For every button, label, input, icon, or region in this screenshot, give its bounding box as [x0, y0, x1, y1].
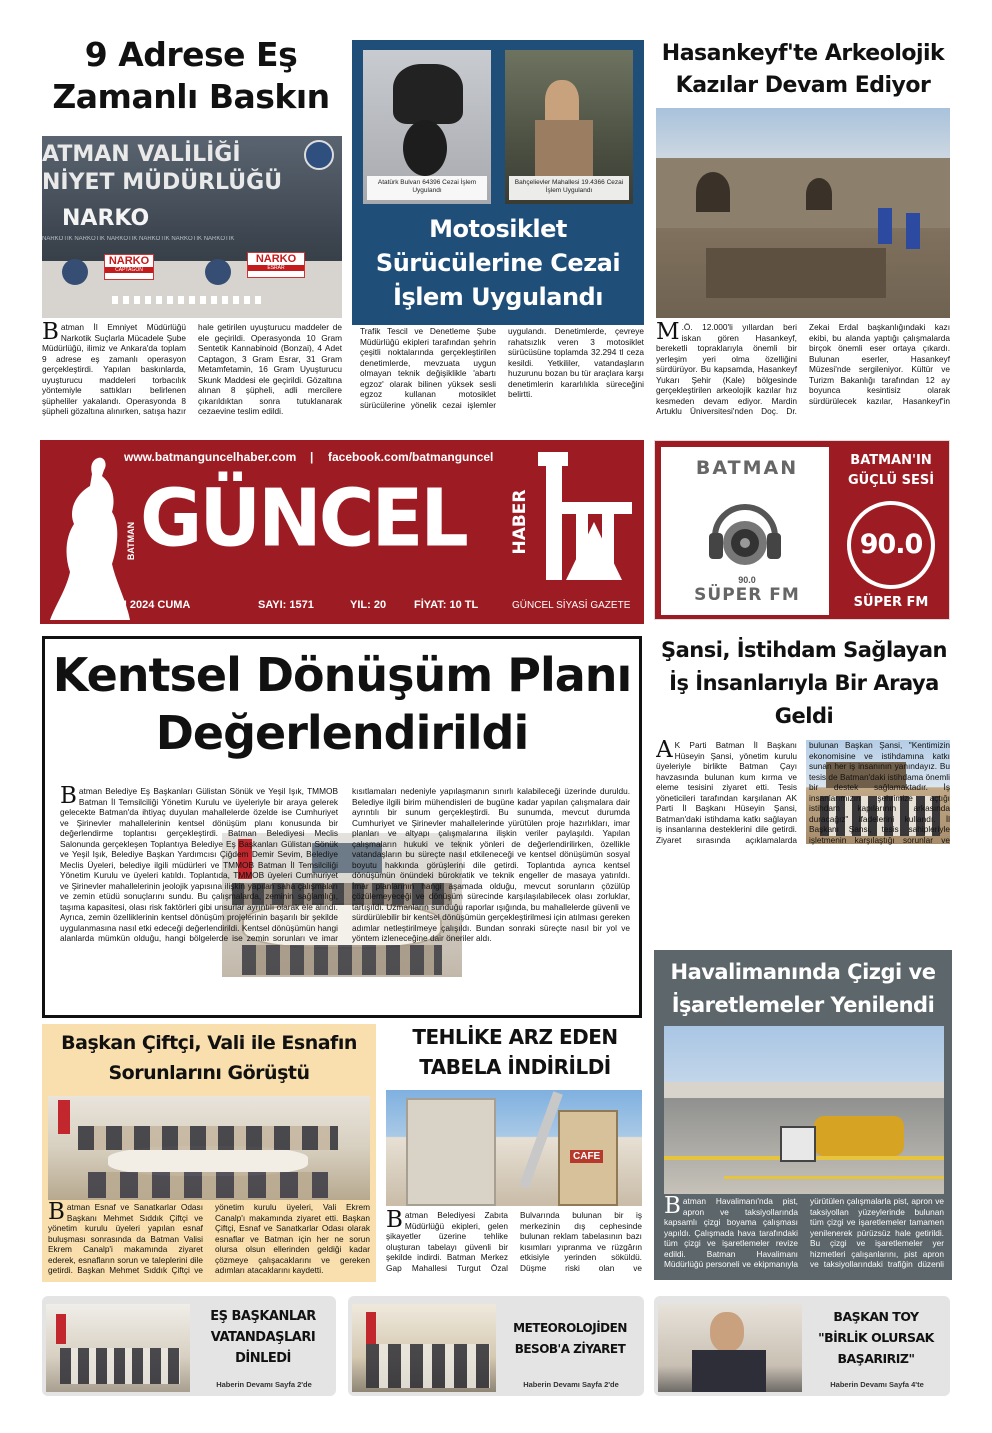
story5-headline: Şansi, İstihdam Sağlayan İş İnsanlarıyla Bir Araya Geldi	[661, 638, 947, 728]
story2-photo-right	[505, 50, 633, 204]
masthead-price: FİYAT: 10 TL	[414, 599, 479, 611]
story2-photo-left	[363, 50, 491, 204]
photo-strip: NARKOTİK NARKOTİK NARKOTİK NARKOTİK NARKOTİK NARKOTİK	[42, 236, 235, 242]
teaser-box-3[interactable]	[654, 1296, 950, 1396]
teaser-more-1[interactable]: Haberin Devamı Sayfa 2'de	[216, 1380, 312, 1389]
person-shape	[535, 120, 593, 176]
story8-body: atman Belediyesi Zabıta Müdürlüğü ekipleri, gelen şikayetler üzerine tehlike oluşturan tabelayı güvenli bir şekilde indirdi. Batman Merkez Gap Mahallesi Turgut Özal Bulvarında bulunan bir iş merkezinin dış cephesinde bulunan reklam tabelasının bazı kısımları yıpranma ve rüzgârın etkisiyle yerinden söküldü. Düşme riski olan ve	[386, 1210, 642, 1273]
statue-icon	[46, 454, 132, 622]
teaser-photo	[352, 1304, 496, 1392]
story1-body: atman İl Emniyet Müdürlüğü Narkotik Suçlarla Mücadele Şube Müdürlüğü, ilimiz ve Ankara'da toplam 9 adrese eş zamanlı operasyon gerçekleştirdi. Yapılan baskınlarda, uyuşturucu maddeleri torbacılık yöntemiyle sattıkları belirlenen şüpheliler yakalandı. Operasyonda 8 şüpheli gözaltına alınırken, satışa hazır hale getirilen uyuşturucu maddeler de ele geçirildi. Operasyonda 10 Gram Sentetik Kannabinoid (Bonzai), 4 Adet Captagon, 3 Gram Esrar, 31 Gram Metamfetamin, 16 Gram Uyuşturucu Skunk Maddesi ele geçirildi. Gözaltına alınan 8 şüpheli, adli mercilere çıkarıldıktan sonra tutuklanarak cezaevine teslim edildi.	[42, 322, 342, 416]
emblem-icon	[205, 259, 231, 285]
story2-headline: Motosiklet Sürücülerine Cezai İşlem Uygulandı	[375, 215, 621, 311]
radio-arc-bottom: SÜPER FM	[694, 585, 800, 605]
drop-cap: A	[656, 740, 673, 763]
story3-body: .Ö. 12.000'li yıllardan beri iskan gören Hasankeyf, bereketli topraklarıyla önemli bir yerleşim yeri olma özelliğini sürdürüyor. Bu kapsamda, Hasankeyf Yukarı Şehir (Kale) bölgesinde gerçekleştirilen arkeolojik kazılar hız kesmeden devam ediyor. Mardin Artuklu Üniversitesi'nden Doç. Dr. Zekai Erdal başkanlığındaki kazı ekibi, bu alanda yaptığı çalışmalarda birçok önemli eser ortaya çıkardı. Bulunan eserler, Hasankeyf Müzesi'nde sergileniyor. Kültür ve Turizm Bakanlığı tarafından 12 ay boyunca kesintisiz olarak sürdürülecek kazılar, Hasankeyf'in	[656, 322, 950, 416]
masthead-small-name: BATMAN	[126, 521, 136, 561]
masthead-website[interactable]: www.batmanguncelhaber.com	[124, 450, 297, 464]
drop-cap: B	[60, 786, 77, 809]
drop-cap: B	[42, 322, 59, 345]
cafe-sign-text: CAFE	[570, 1150, 603, 1163]
photo-banner-text: NARKO	[62, 206, 150, 231]
drop-cap: B	[386, 1210, 403, 1233]
teaser-photo	[658, 1304, 802, 1392]
teaser-box-1[interactable]	[42, 1296, 336, 1396]
photo-caption-text: Atatürk Bulvarı 64396 Cezai İşlem Uygulandı	[377, 179, 477, 194]
story7-photo	[48, 1096, 370, 1200]
teaser-title-1: EŞ BAŞKANLAR VATANDAŞLARI DİNLEDİ	[210, 1309, 316, 1366]
story1-headline: 9 Adrese Eş Zamanlı Baskın	[52, 35, 330, 116]
photo-banner-text: ATMAN VALİLİĞİ	[42, 142, 241, 167]
motorcycle-shape	[393, 64, 463, 124]
flag-icon	[366, 1312, 376, 1344]
teaser-more-3[interactable]: Haberin Devamı Sayfa 4'te	[830, 1380, 924, 1389]
masthead-logo-side: HABER	[510, 489, 530, 555]
story7-body: atman Esnaf ve Sanatkarlar Odası Başkanı Mehmet Sıddık Çiftçi ve yönetim kurulu üyeleri yapılan esnaf buluşması sonrasında da Batman Valisi Ekrem Canalp'i makamında ziyaret ederek, esnafların sorun ve taleplerini dile getirdi. Başkan Mehmet Sıddık Çiftçi ve yönetim kurulu üyeleri, Vali Ekrem Canalp'ı makamında ziyaret etti. Başkan Çiftçi, Esnaf ve Sanatkarlar Odası olarak esnaflar ve Batman için her ne sorun olursa olsun ellerinden geldiği kadar çözmeye çalışacaklarını ve gereken adımları atacaklarını kaydetti.	[48, 1202, 370, 1275]
radio-mini-freq: 90.0	[738, 575, 756, 585]
evidence-sign	[104, 254, 154, 280]
emblem-icon	[62, 259, 88, 285]
arch-shape	[696, 172, 730, 212]
story1-text	[42, 322, 342, 424]
terminal-building	[664, 1082, 944, 1098]
story6-headline: Havalimanında Çizgi ve İşaretlemeler Yenilendi	[670, 960, 936, 1017]
runway-line	[724, 1176, 944, 1179]
people-row	[366, 1344, 490, 1388]
story2-text	[360, 326, 644, 424]
masthead-year: YIL: 20	[350, 599, 387, 611]
drop-cap: B	[48, 1202, 65, 1225]
story1-photo	[42, 136, 342, 318]
excavation-pit	[706, 248, 886, 298]
masthead-logo: GÜNCEL	[140, 470, 466, 565]
flag-icon	[56, 1314, 66, 1344]
worker-shape	[878, 208, 892, 244]
story7-headline: Başkan Çiftçi, Vali ile Esnafın Sorunlarını Görüştü	[61, 1032, 357, 1084]
people-row	[60, 1348, 180, 1384]
headphones-icon	[703, 491, 787, 575]
photo-caption-text: Bahçelievler Mahallesi 19.4366 Cezai İşlem Uygulandı	[514, 179, 624, 194]
masthead-tagline: GÜNCEL SİYASİ GAZETE	[512, 600, 631, 611]
people-row	[88, 1172, 328, 1198]
story8-photo	[386, 1090, 642, 1206]
story5-text	[656, 740, 950, 852]
speaker-head	[710, 1312, 744, 1352]
teaser-title-2: METEOROLOJİDEN BESOB'A ZİYARET	[513, 1321, 627, 1356]
evidence-sign-title: NARKO	[255, 253, 297, 265]
radio-ad[interactable]	[654, 440, 950, 620]
masthead	[40, 440, 644, 624]
masthead-date: 04 EKİM 2024 CUMA	[84, 599, 191, 611]
story8-text	[386, 1210, 642, 1282]
headphones-svg	[703, 491, 787, 575]
story2-body: Trafik Tescil ve Denetleme Şube Müdürlüğü ekipleri tarafından şehrin çeşitli noktalarında gerçekleştirilen denetimlerde, mevzuata uygun olmayan teknik değişiklikle 'abartı egzoz' olarak bilinen yüksek sesli egzoz kullanan motosiklet sürücülerine yönelik cezai işlemler uygulandı. Denetimlerde, çevreye rahatsızlık veren 3 motosiklet sürücüsüne toplamda 32.294 tl ceza kesildi. Yetkililer, vatandaşların huzurunu bozan bu tür araçlara karşı denetimlerin kararlılıkla süreceğini belirtti.	[360, 326, 644, 410]
teaser-more-2[interactable]: Haberin Devamı Sayfa 2'de	[523, 1380, 619, 1389]
tanker-vehicle	[814, 1116, 904, 1156]
worker-shape	[906, 213, 920, 249]
arch-shape	[806, 178, 832, 210]
motorcycle-wheel	[403, 120, 447, 176]
photo-caption	[367, 176, 487, 200]
radio-frequency-badge	[847, 501, 935, 589]
story3-headline: Hasankeyf'te Arkeolojik Kazılar Devam Ediyor	[661, 41, 945, 98]
drop-cap: M	[656, 322, 680, 345]
oil-pump-svg	[536, 452, 644, 582]
drop-cap: B	[664, 1196, 681, 1219]
evidence-sign-sub: ESRAR	[248, 265, 304, 271]
masthead-facebook[interactable]: facebook.com/batmanguncel	[328, 450, 494, 464]
radio-slogan: BATMAN'IN GÜÇLÜ SESİ	[847, 453, 935, 488]
story3-photo	[656, 108, 950, 318]
photo-banner-text: NİYET MÜDÜRLÜĞÜ	[42, 170, 283, 195]
speaker-body	[692, 1350, 766, 1392]
crane-shape	[519, 1091, 563, 1188]
evidence-bags	[112, 296, 262, 304]
story6-text	[664, 1196, 944, 1276]
story6-photo	[664, 1026, 944, 1194]
masthead-separator: |	[310, 450, 314, 464]
evidence-sign	[247, 252, 305, 278]
teaser-box-2[interactable]	[348, 1296, 644, 1396]
main-story-body: atman Belediye Eş Başkanları Gülistan Sönük ve Yeşil Işık, TMMOB Batman İl Temsilciliği Yönetim Kurulu ve üyeleriyle bir araya gelerek gelecekte Batman'da ihtiyaç duyulan mahallelerde özelde ise Cumhuriyet ve Şirinevler mahallelerinin kentsel dönüşüm planı konusunda bir değerlendirme toplantısı gerçekleştirdi. Batman Belediyesi Meclis Salonunda gerçekleşen Toplantıya Belediye Eş Başkanları Gülistan Sönük ve Yeşil Işık, Belediye Başkan Yardımcısı Çiğdem Demir Sevim, Belediye Meclis Üyeleri, belediye ilgili müdürleri ve TMMOB Batman İl Temsilciliği Yönetim Kurulu ve üyeleri katıldı. Toplantıda, TMMOB üyeleri Cumhuriyet ve Şirinevler mahallelerinin jeolojik yapısına ilişkin yapılan saha çalışmaları ve zemin etüdü sonuçlarını sundu. Bu çalışmalarda, zeminin sağlamlığı, taşıma kapasitesi, olası risk faktörleri gibi unsurlar ayrıntılı olarak ele alındı. Ayrıca, zemin özelliklerinin kentsel dönüşüm projelerinin başarılı bir şekilde uygulanmasına nasıl etki edeceği değerlendirildi. Kentsel dönüşümün hangi alanlarda mümkün olduğu, hangi bölgelerde ise zemin sorunları ve imar kısıtlamaları nedeniyle yapılaşmanın sınırlı kalabileceği üzerinde duruldu. Belediye ilgili birim mühendisleri de bugüne kadar yapılan çalışmalara dair ayrıntılı bir sunum gerçekleştirdi. Bu sunumda, mevcut durumda Cumhuriyet ve Şirinevler mahallelerinde yürütülen proje hazırlıkları, imar planları ve altyapı çalışmalarına ilişkin veriler paylaşıldı. Yapılan çalışmaların hukuki ve teknik yönleri de değerlendirilirken, özellikle vatandaşların bu süreçte nasıl etkileneceği ve kentsel dönüşümün sosyal boyutu hakkında görüşlerini dile getirdi. Toplantıda ayrıca kentsel dönüşümün önündeki bürokratik ve teknik engeller de masaya yatırıldı. İmar planlarının hangi aşamada olduğu, mevcut sorunların çözülüp çözülemeyeceği ve dönüşüm sürecinde karşılaşılabilecek olası zorluklar, tartışıldı. Uzmanların sunduğu raporlar ışığında, bu mahallelerde güvenli ve sürdürülebilir bir kentsel dönüşümün gerçekleştirilmesi için atılması gereken adımlar netleştirilmeye çalışıldı. Bundan sonraki süreçte nasıl bir yol ve yöntem izleneceğine dair öneriler aldı.	[60, 786, 630, 943]
story7-text	[48, 1202, 370, 1280]
teaser-photo	[46, 1304, 190, 1392]
statue-silhouette	[46, 454, 132, 622]
teaser-title-3: BAŞKAN TOY "BİRLİK OLURSAK BAŞARIRIZ"	[818, 1309, 934, 1366]
tractor-vehicle	[780, 1126, 816, 1162]
radio-station: SÜPER FM	[853, 595, 929, 610]
story6-body: atman Havalimanı'nda pist, apron ve taksiyollarında kapsamlı çizgi boyama çalışması yapıldı. Çalışmada hava tarafındaki tüm çizgi ve işaretlemeler revize edildi. Batman Havalimanı Müdürlüğü personeli ve ekipmanıyla yürütülen çalışmalarla pist, apron ve taksiyollan yüzeylerinde bulunan tüm çizgi ve işaretlemeler tamamen yenilenerek pürüzsüz hale getirildi. Bu çizgi ve işaretlemeler yer hizmetleri çalışanlarını, pist apron ve taksiyollarındaki trafiğin düzenli	[664, 1196, 944, 1269]
emblem-icon	[304, 140, 334, 170]
person-shape	[545, 80, 579, 124]
story5-body: K Parti Batman İl Başkanı Hüseyin Şansi, yönetim kurulu üyeleriyle birlikte Batman Çayı havzasında bulunan kum kırma ve eleme tesisini ziyaret etti. Tesis yöneticileri tarafından karşılanan AK Parti İl Başkanı Hüseyin Şansi, Batman'daki istihdama katkı sağlayan iş insanlarına desteklerini dile getirdi. Ziyaret sırasında açıklamalarda bulunan Başkan Şansi, "Kentimizin ekonomisine ve istihdamına katkı sunan her iş insanının yanındayız. Bu tesis de Batman'daki istihdama önemli bir destek sağlamaktadır. İş insanlarımızın şehrimize açtığı istihdam kapılarının arkasında duracağız" ifadelerini kullandı. İl Başkanı Şansi, tesis sahipleriyle işletmenin karşılaştığı sorunlar ve	[656, 740, 950, 845]
main-story-text	[60, 786, 630, 1006]
masthead-issue: SAYI: 1571	[258, 599, 314, 611]
photo-caption	[509, 176, 629, 200]
building-shape	[406, 1098, 496, 1206]
people-row	[78, 1126, 338, 1150]
story3-text	[656, 322, 950, 424]
evidence-sign-sub: CAPTAGON	[105, 267, 153, 273]
radio-frequency: 90.0	[859, 529, 923, 560]
flag-icon	[58, 1100, 70, 1134]
evidence-sign-title: NARKO	[108, 255, 150, 267]
oil-pump-icon	[536, 452, 644, 582]
main-story-headline: Kentsel Dönüşüm Planı Değerlendirildi	[52, 648, 632, 760]
story8-headline: TEHLİKE ARZ EDEN TABELA İNDİRİLDİ	[412, 1025, 618, 1079]
radio-arc-top: BATMAN	[695, 457, 799, 479]
